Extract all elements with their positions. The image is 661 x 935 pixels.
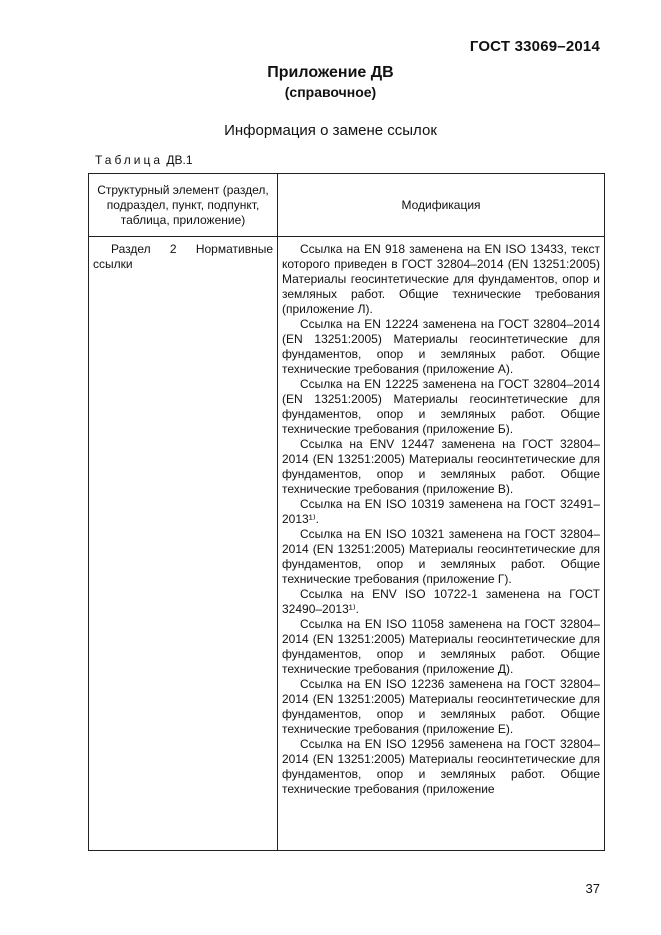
- modification-paragraph: Ссылка на EN 918 заменена на EN ISO 13433, текст которого приведен в ГОСТ 32804–2014 (EN 13251:2005) Материалы геосинтетические для фундаментов, опор и земляных работ. Общие технические требования (приложение Л).: [282, 242, 600, 316]
- modification-paragraph: Ссылка на EN 12225 заменена на ГОСТ 32804–2014 (EN 13251:2005) Материалы геосинтетические для фундаментов, опор и земляных работ. Общие технические требования (приложение Б).: [282, 377, 600, 436]
- table-caption-id: ДВ.1: [166, 153, 193, 167]
- modification-paragraph: Ссылка на EN ISO 10321 заменена на ГОСТ 32804–2014 (EN 13251:2005) Материалы геосинтетические для фундаментов, опор и земляных работ. Общие технические требования (приложение Г).: [282, 527, 600, 586]
- modification-paragraph: Ссылка на ENV 12447 заменена на ГОСТ 32804–2014 (EN 13251:2005) Материалы геосинтетические для фундаментов, опор и земляных работ. Общие технические требования (приложение В).: [282, 437, 600, 496]
- table-row: [89, 237, 605, 851]
- modification-paragraph: Ссылка на ENV ISO 10722-1 заменена на ГОСТ 32490–2013¹⁾.: [282, 587, 600, 616]
- annex-subtitle: (справочное): [284, 84, 377, 100]
- modification-paragraph: Ссылка на EN ISO 12956 заменена на ГОСТ 32804–2014 (EN 13251:2005) Материалы геосинтетические для фундаментов, опор и земляных работ. Общие технические требования (приложение: [282, 737, 600, 796]
- modification-paragraph: Ссылка на EN ISO 11058 заменена на ГОСТ 32804–2014 (EN 13251:2005) Материалы геосинтетические для фундаментов, опор и земляных работ. Общие технические требования (приложение Д).: [282, 617, 600, 676]
- section-title: Информация о замене ссылок: [224, 122, 437, 139]
- references-table: [88, 173, 605, 851]
- table-header-row: [89, 174, 605, 237]
- standard-code: ГОСТ 33069–2014: [469, 38, 600, 55]
- modification-paragraph: Ссылка на EN ISO 12236 заменена на ГОСТ 32804–2014 (EN 13251:2005) Материалы геосинтетические для фундаментов, опор и земляных работ. Общие технические требования (приложение Е).: [282, 677, 600, 736]
- modification-paragraph: Ссылка на EN 12224 заменена на ГОСТ 32804–2014 (EN 13251:2005) Материалы геосинтетические для фундаментов, опор и земляных работ. Общие технические требования (приложение А).: [282, 317, 600, 376]
- page-number: 37: [585, 881, 600, 896]
- modification-cell: [278, 237, 605, 851]
- structural-element-text: Раздел 2 Нормативные ссылки: [93, 242, 273, 271]
- annex-title: Приложение ДВ: [267, 64, 394, 81]
- header-structural-element: Структурный элемент (раздел, подраздел, пункт, подпункт, таблица, приложение): [89, 174, 278, 237]
- modification-paragraph: Ссылка на EN ISO 10319 заменена на ГОСТ 32491–2013¹⁾.: [282, 497, 600, 526]
- structural-element-cell: [89, 237, 278, 851]
- table-caption-prefix: Таблица: [95, 153, 164, 167]
- table-caption: [95, 153, 193, 167]
- header-modification: Модификация: [278, 174, 605, 237]
